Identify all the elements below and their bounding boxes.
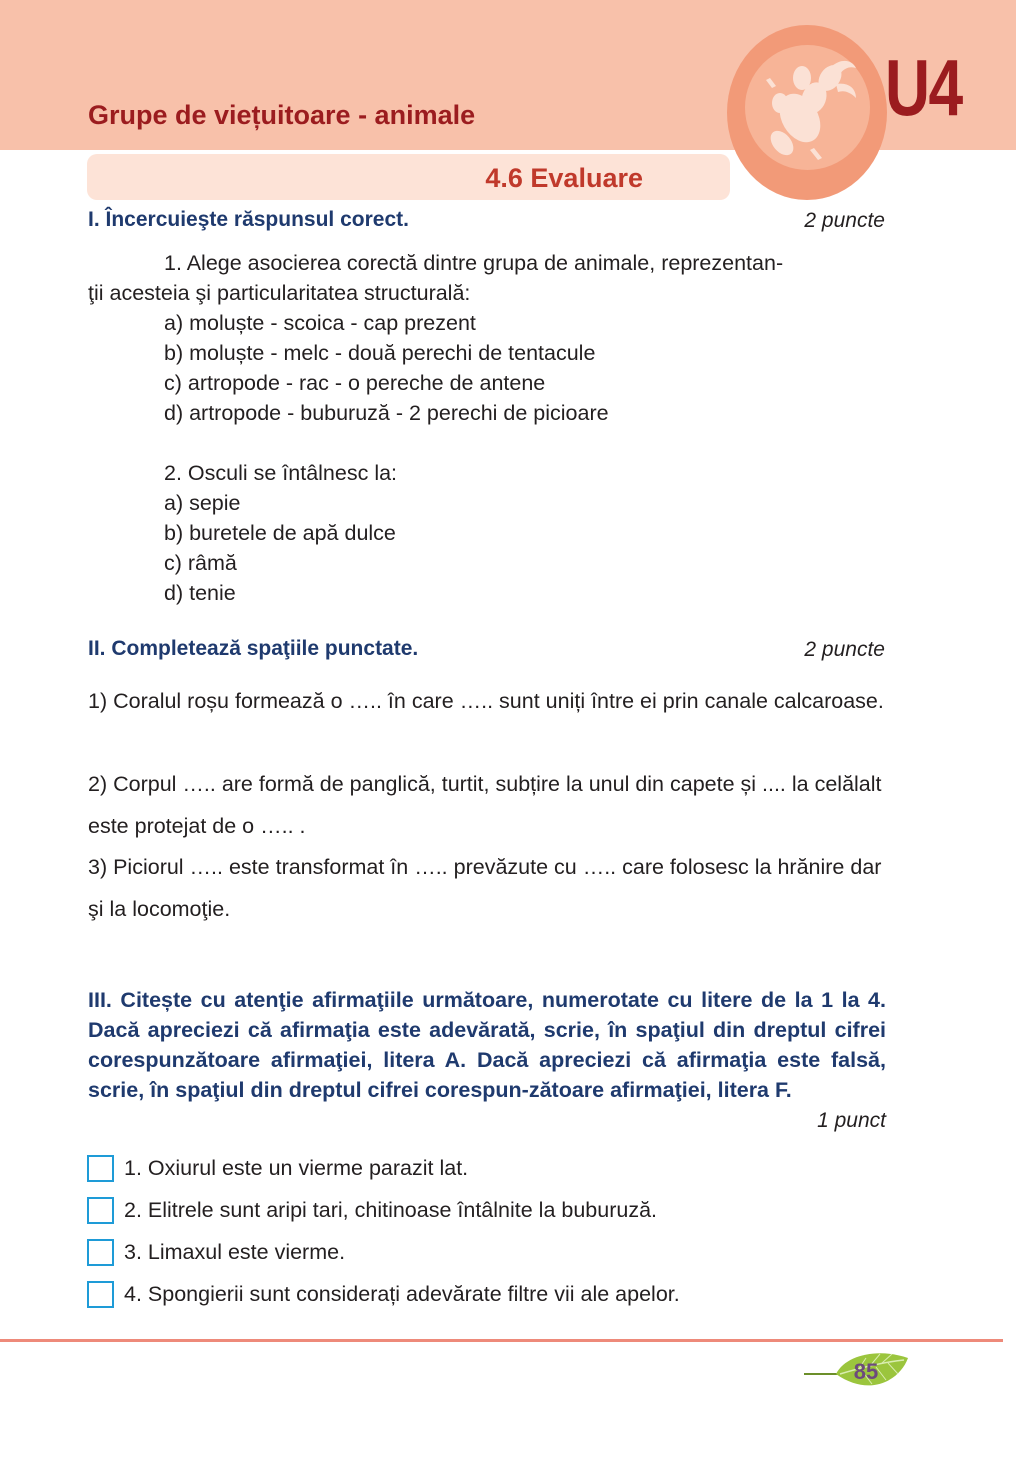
q2-option-c: c) râmă [164,551,237,575]
q1-stem-line2: ţii acesteia şi particularitatea structurală: [88,281,471,305]
fill-item-2: 2) Corpul ….. are formă de panglică, turtit, subțire la unul din capete și .... la celălalt este protejat de o ….. . [88,772,882,838]
section-title: 4.6 Evaluare [485,163,643,193]
unit-code: U4 [885,43,962,132]
chapter-title: Grupe de viețuitoare - animale [88,100,476,130]
q1-option-c: c) artropode - rac - o pereche de antene [164,371,546,395]
footer-divider [0,1339,1003,1342]
page-number: 85 [853,1359,879,1384]
section3-heading: III. Citește cu atenţie afirmaţiile următoare, numerotate cu litere de la 1 la 4. Dacă apreciezi că afirmaţia este adevărată, scrie, în spaţiul din dreptul cifrei corespunzătoare afirmaţiei, litera A. Dacă apreciezi că afirmaţia este falsă, scrie, în spaţiul din dreptul cifrei corespun-zătoare afirmaţiei, litera F. [88,988,886,1102]
fill-item-1: 1) Coralul roșu formează o ….. în care ….. sunt uniți între ei prin canale calcaroase. [88,689,884,713]
fill-item-3: 3) Piciorul ….. este transformat în ….. prevăzute cu ….. care folosesc la hrănire dar şi la locomoţie. [88,855,882,921]
crab-icon [752,48,872,168]
section2-heading: II. Completează spaţiile punctate. [88,637,419,660]
statement-3: 3. Limaxul este vierme. [124,1240,346,1264]
statement-2-checkbox[interactable] [87,1197,114,1224]
statement-4: 4. Spongierii sunt considerați adevărate filtre vii ale apelor. [124,1282,680,1306]
q1-option-b: b) moluște - melc - două perechi de tentacule [164,341,596,365]
q2-option-b: b) buretele de apă dulce [164,521,396,545]
q1-stem-line1: 1. Alege asocierea corectă dintre grupa de animale, reprezentan- [164,251,784,275]
section1-points: 2 puncte [804,209,885,232]
q2-option-a: a) sepie [164,491,241,515]
statement-4-checkbox[interactable] [87,1281,114,1308]
statement-3-checkbox[interactable] [87,1239,114,1266]
q2-option-d: d) tenie [164,581,236,605]
statement-2: 2. Elitrele sunt aripi tari, chitinoase întâlnite la buburuză. [124,1198,658,1222]
statement-1: 1. Oxiurul este un vierme parazit lat. [124,1156,469,1180]
section2-points: 2 puncte [804,638,885,661]
statement-1-checkbox[interactable] [87,1155,114,1182]
section1-heading: I. Încercuieşte răspunsul corect. [88,208,409,231]
q1-option-a: a) moluște - scoica - cap prezent [164,311,476,335]
section3-points: 1 punct [817,1109,886,1132]
q2-stem: 2. Osculi se întâlnesc la: [164,461,398,485]
q1-option-d: d) artropode - buburuză - 2 perechi de picioare [164,401,609,425]
